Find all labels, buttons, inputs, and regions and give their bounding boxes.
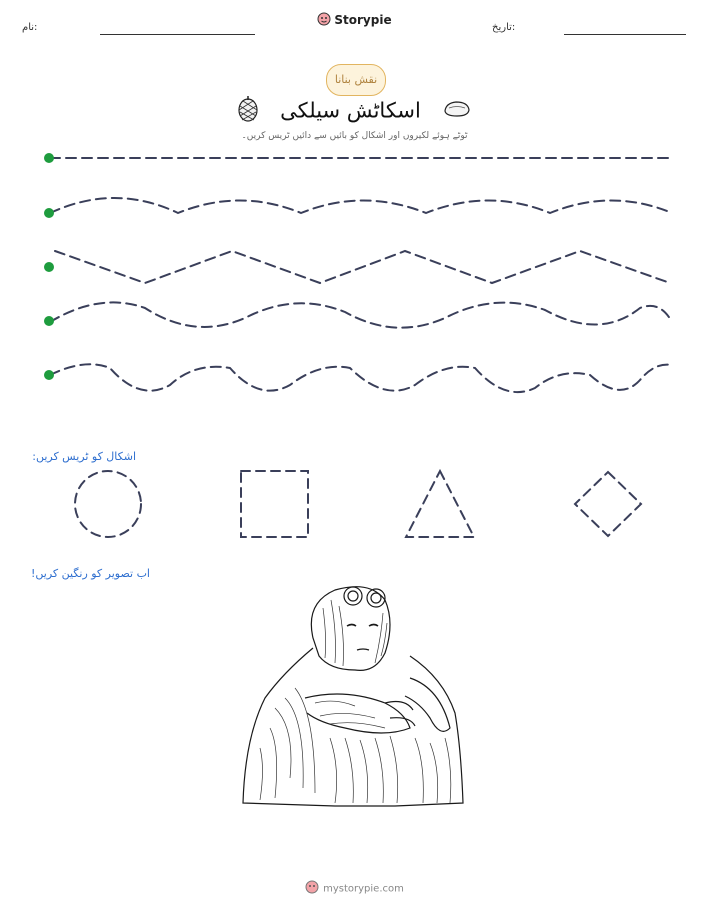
name-label: نام: [22, 22, 38, 33]
start-dot-2 [44, 208, 54, 218]
category-badge: نقش بنانا [326, 64, 386, 96]
brand-name: Storypie [334, 13, 392, 27]
footer [0, 880, 709, 897]
name-line[interactable] [100, 34, 255, 35]
date-line[interactable] [564, 34, 686, 35]
trace-line-wave-1 [50, 198, 672, 213]
instructions: ٹوٹے ہوئے لکیروں اور اشکال کو بائیں سے دائیں ٹریس کریں۔ [241, 131, 468, 141]
coloring-section-label: اب تصویر کو رنگین کریں! [30, 567, 150, 580]
storypie-logo-icon [317, 12, 331, 29]
shapes-section-label: اشکال کو ٹریس کریں: [32, 450, 136, 463]
footer-site[interactable]: mystorypie.com [323, 883, 404, 895]
trace-line-wave-2 [50, 302, 672, 327]
page-title-row [0, 96, 709, 127]
storypie-logo-icon [305, 880, 319, 897]
brand [0, 12, 709, 29]
start-dot-3 [44, 262, 54, 272]
trace-line-zigzag [55, 251, 670, 283]
start-dot-4 [44, 316, 54, 326]
tracing-shapes [0, 460, 709, 550]
mummy-illustration [235, 578, 475, 813]
trace-line-wave-3 [50, 364, 672, 392]
page-title: اسکاٹش سیلکی [280, 98, 421, 123]
stone-icon [442, 99, 472, 124]
trace-triangle [406, 471, 474, 537]
pinecone-icon [237, 96, 259, 127]
tracing-lines [0, 140, 709, 400]
trace-circle [75, 471, 141, 537]
date-label: تاریخ: [492, 22, 516, 33]
start-dot-1 [44, 153, 54, 163]
start-dot-5 [44, 370, 54, 380]
trace-diamond [575, 472, 641, 536]
trace-square [241, 471, 308, 537]
